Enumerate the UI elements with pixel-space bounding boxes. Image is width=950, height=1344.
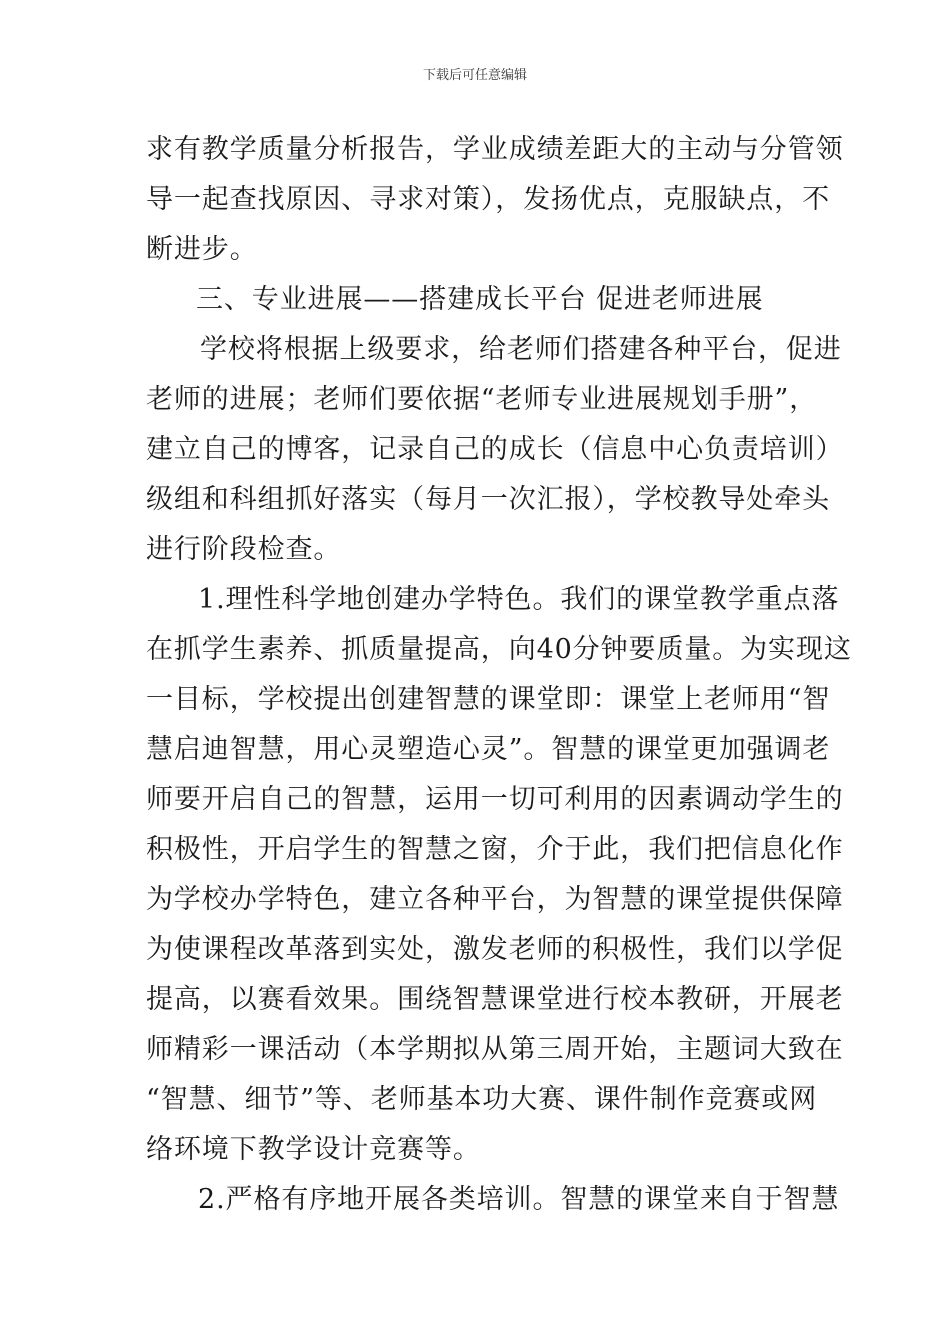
text-line: 导一起查找原因、寻求对策），发扬优点，克服缺点，不 (146, 184, 830, 215)
section-heading: 三、专业进展——搭建成长平台 促进老师进展 (196, 284, 764, 315)
text-line: 在抓学生素养、抓质量提高，向40分钟要质量。为实现这 (146, 634, 852, 665)
text-line: 为学校办学特色，建立各种平台，为智慧的课堂提供保障 (146, 884, 844, 915)
text-line: 1.理性科学地创建办学特色。我们的课堂教学重点落 (198, 584, 840, 615)
text-line: “智慧、细节”等、老师基本功大赛、课件制作竞赛或网 (146, 1084, 818, 1115)
text-line: 建立自己的博客，记录自己的成长（信息中心负责培训） (146, 434, 844, 465)
text-line: 络环境下教学设计竞赛等。 (146, 1134, 481, 1165)
text-line: 学校将根据上级要求，给老师们搭建各种平台，促进 (200, 334, 842, 365)
text-line: 2.严格有序地开展各类培训。智慧的课堂来自于智慧 (198, 1184, 840, 1215)
text-line: 提高，以赛看效果。围绕智慧课堂进行校本教研，开展老 (146, 984, 844, 1015)
text-line: 慧启迪智慧，用心灵塑造心灵”。智慧的课堂更加强调老 (146, 734, 831, 765)
page-header-note: 下载后可任意编辑 (422, 68, 527, 83)
text-line: 为使课程改革落到实处，激发老师的积极性，我们以学促 (146, 934, 844, 965)
text-line: 断进步。 (146, 234, 258, 265)
text-line: 级组和科组抓好落实（每月一次汇报），学校教导处牵头 (146, 484, 830, 515)
text-line: 求有教学质量分析报告，学业成绩差距大的主动与分管领 (146, 134, 844, 165)
text-line: 积极性，开启学生的智慧之窗，介于此，我们把信息化作 (146, 834, 844, 865)
text-line: 一目标，学校提出创建智慧的课堂即：课堂上老师用“智 (146, 684, 831, 715)
text-line: 师精彩一课活动（本学期拟从第三周开始，主题词大致在 (146, 1034, 844, 1065)
text-line: 师要开启自己的智慧，运用一切可利用的因素调动学生的 (146, 784, 844, 815)
text-line: 进行阶段检查。 (146, 534, 342, 565)
text-line: 老师的进展；老师们要依据“老师专业进展规划手册”， (146, 384, 818, 415)
